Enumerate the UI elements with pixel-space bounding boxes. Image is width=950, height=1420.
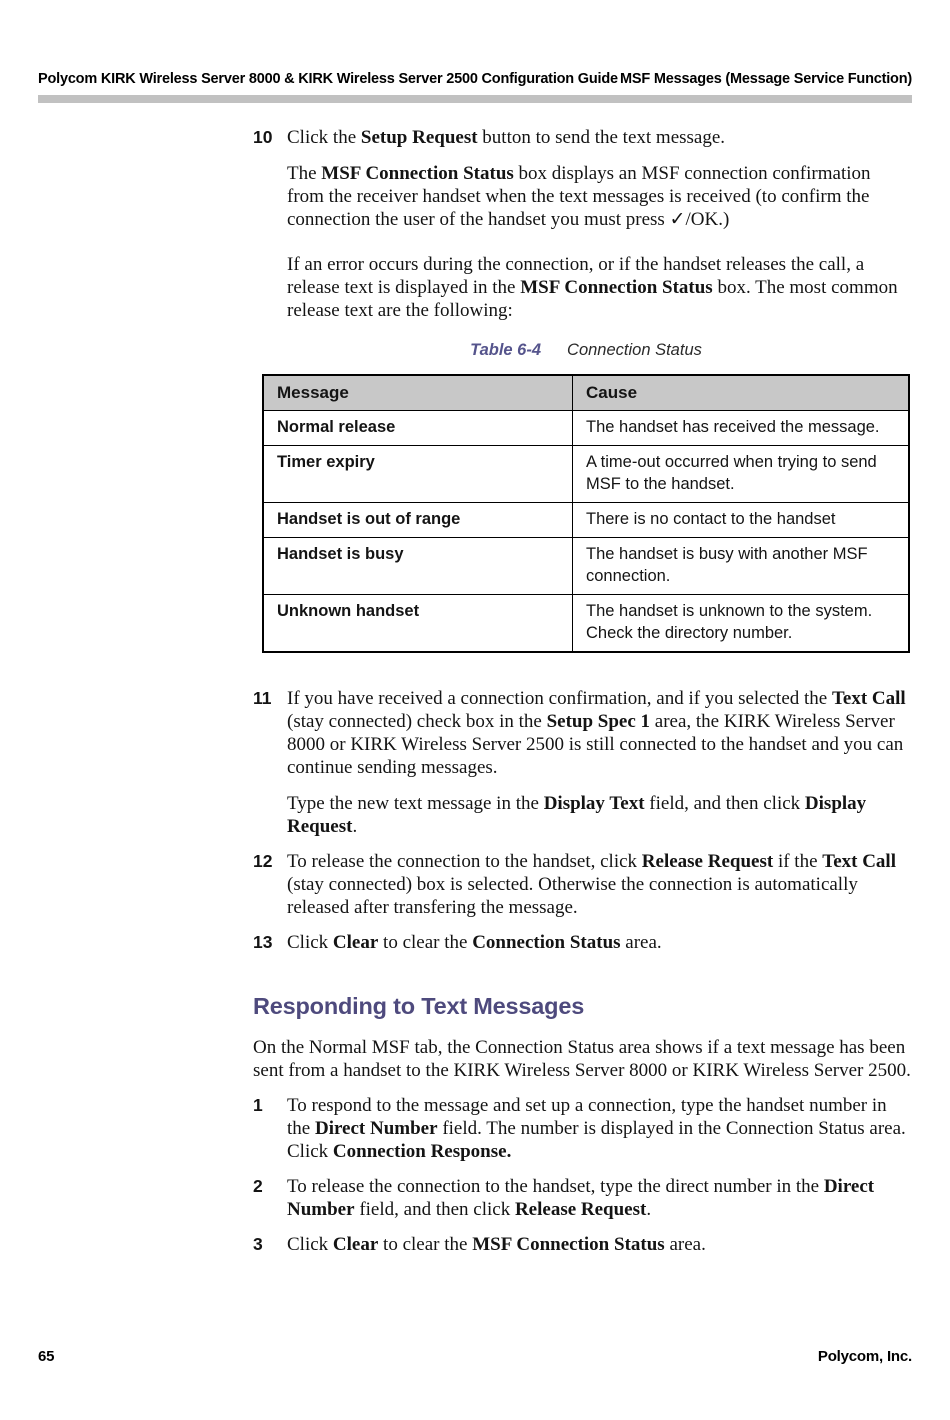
table-cell-message: Normal release xyxy=(263,411,573,446)
table-cell-message: Handset is out of range xyxy=(263,503,573,538)
table-row xyxy=(263,538,909,595)
table-cell-cause: The handset is busy with another MSF connection. xyxy=(573,538,910,595)
step-number: 12 xyxy=(253,851,273,871)
step-body xyxy=(287,1175,911,1221)
step-text: Click Clear to clear the MSF Connection Status area. xyxy=(287,1234,706,1255)
table-cell-message: Handset is busy xyxy=(263,538,573,595)
numbered-steps-lower xyxy=(253,1094,911,1256)
step-text: Click the Setup Request button to send the text message. xyxy=(287,127,726,148)
page-header xyxy=(38,71,912,87)
section-title: Responding to Text Messages xyxy=(253,993,585,1019)
table-cell-cause: The handset has received the message. xyxy=(573,411,910,446)
table-cell-message: Unknown handset xyxy=(263,595,573,653)
step-body xyxy=(287,126,911,322)
table-header-cause: Cause xyxy=(573,375,910,411)
list-item-step-13 xyxy=(253,931,911,954)
table-cell-cause: There is no contact to the handset xyxy=(573,503,910,538)
table-row xyxy=(263,503,909,538)
header-chapter-title: MSF Messages (Message Service Function) xyxy=(620,71,912,87)
step-paragraph: If an error occurs during the connection, or if the handset releases the call, a release text is displayed in the MSF Connection Status box. The most common release text are the following: xyxy=(287,254,898,321)
table-head xyxy=(263,375,909,411)
table-caption xyxy=(262,340,910,360)
step-number: 3 xyxy=(253,1234,263,1254)
numbered-steps-upper xyxy=(253,126,911,322)
step-body xyxy=(287,931,911,954)
step-body xyxy=(287,850,911,919)
list-item-step-3 xyxy=(253,1233,911,1256)
table-row xyxy=(263,411,909,446)
step-text: Click Clear to clear the Connection Status area. xyxy=(287,932,662,953)
step-body xyxy=(287,1094,911,1163)
table-cell-cause: A time-out occurred when trying to send MSF to the handset. xyxy=(573,446,910,503)
table-caption-title: Connection Status xyxy=(567,341,702,359)
step-text: To respond to the message and set up a connection, type the handset number in the Direct Number field. The number is displayed in the Connection Status area. Click Connection Response. xyxy=(287,1095,906,1162)
table-body xyxy=(263,411,909,653)
page-content xyxy=(253,126,911,1256)
list-item-step-1 xyxy=(253,1094,911,1163)
list-item-step-2 xyxy=(253,1175,911,1221)
page-footer xyxy=(38,1348,912,1365)
step-paragraph: Type the new text message in the Display Text field, and then click Display Request. xyxy=(287,793,867,837)
list-item-step-12 xyxy=(253,850,911,919)
table-cell-message: Timer expiry xyxy=(263,446,573,503)
table-caption-label: Table 6-4 xyxy=(470,341,542,359)
list-item-step-11 xyxy=(253,687,911,838)
header-rule xyxy=(38,95,912,103)
step-body xyxy=(287,1233,911,1256)
step-text: To release the connection to the handset, type the direct number in the Direct Number field, and then click Release Request. xyxy=(287,1176,875,1220)
step-number: 13 xyxy=(253,932,273,952)
step-text: If you have received a connection confirmation, and if you selected the Text Call (stay connected) check box in the Setup Spec 1 area, the KIRK Wireless Server 8000 or KIRK Wireless Server 2500 is still connected to the handset and you can continue sending messages. xyxy=(287,688,906,778)
section-intro-paragraph: On the Normal MSF tab, the Connection Status area shows if a text message has been sent from a handset to the KIRK Wireless Server 8000 or KIRK Wireless Server 2500. xyxy=(253,1037,911,1081)
numbered-steps-middle xyxy=(253,687,911,954)
step-number: 2 xyxy=(253,1176,263,1196)
table-header-message: Message xyxy=(263,375,573,411)
table-cell-cause: The handset is unknown to the system. Check the directory number. xyxy=(573,595,910,653)
header-document-title: Polycom KIRK Wireless Server 8000 & KIRK Wireless Server 2500 Configuration Guide xyxy=(38,71,618,87)
table-header-row xyxy=(263,375,909,411)
table-row xyxy=(263,446,909,503)
step-number: 11 xyxy=(253,688,272,708)
step-number: 1 xyxy=(253,1095,263,1115)
step-text: To release the connection to the handset, click Release Request if the Text Call (stay connected) box is selected. Otherwise the connection is automatically released after transfering the message. xyxy=(287,851,896,918)
step-body xyxy=(287,687,911,838)
step-paragraph: The MSF Connection Status box displays an MSF connection confirmation from the receiver handset when the text messages is received (to confirm the connection the user of the handset you must press ✓/OK.) xyxy=(287,163,871,230)
step-number: 10 xyxy=(253,127,273,147)
list-item-step-10 xyxy=(253,126,911,322)
connection-status-table xyxy=(262,374,910,653)
table-row xyxy=(263,595,909,653)
footer-page-number: 65 xyxy=(38,1348,55,1365)
footer-company: Polycom, Inc. xyxy=(817,1348,912,1365)
